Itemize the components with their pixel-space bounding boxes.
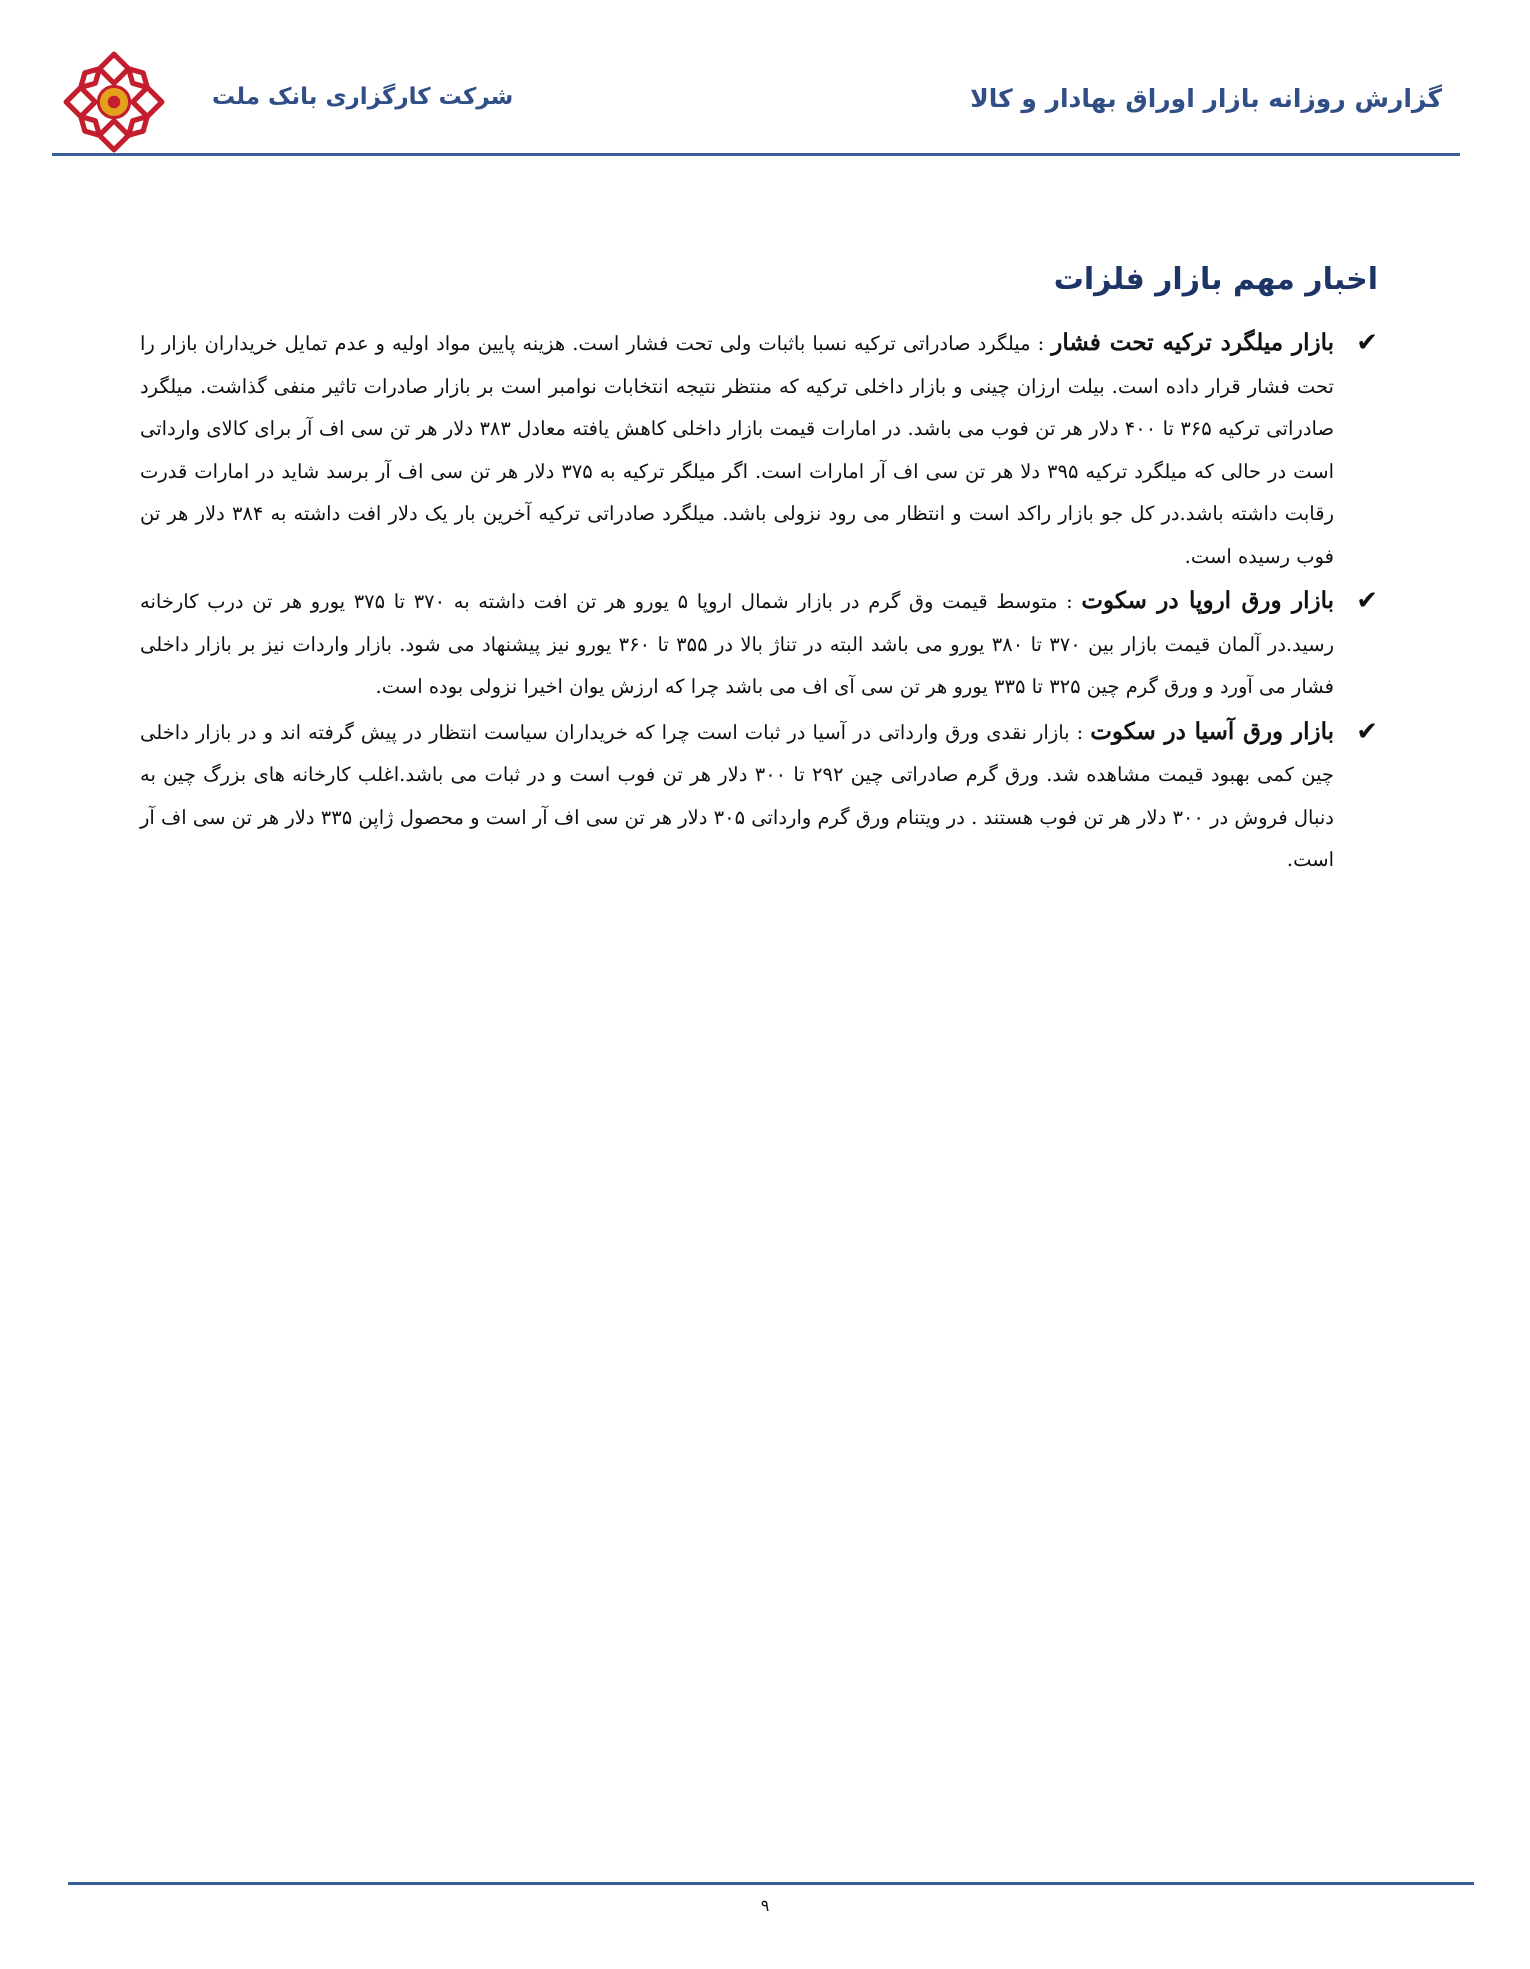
page-number: ۹ [760, 1896, 770, 1915]
news-item-title: بازار ورق اروپا در سکوت [1081, 587, 1334, 614]
news-item-title: بازار ورق آسیا در سکوت [1090, 717, 1334, 745]
company-name: شرکت کارگزاری بانک ملت [212, 84, 514, 110]
section-title: اخبار مهم بازار فلزات [1053, 262, 1378, 297]
news-item-turkey-rebar [140, 322, 1378, 578]
news-item-title: بازار میلگرد ترکیه تحت فشار [1051, 329, 1334, 356]
report-title: گزارش روزانه بازار اوراق بهادار و کالا [970, 84, 1442, 113]
news-item-europe-sheet [140, 580, 1378, 709]
checkmark-icon: ✔ [1356, 586, 1378, 616]
checkmark-icon: ✔ [1356, 328, 1378, 358]
checkmark-icon: ✔ [1356, 716, 1378, 747]
news-list [140, 322, 1378, 884]
news-item-asia-sheet [140, 711, 1378, 882]
news-item-body: : متوسط قیمت وق گرم در بازار شمال اروپا ۵ یورو هر تن افت داشته به ۳۷۰ تا ۳۷۵ یورو هر تن درب کارخانه رسید.در آلمان قیمت بازار بین ۳۷۰ تا ۳۸۰ یورو می باشد البته در تناژ بالا در ۳۵۵ تا ۳۶۰ یورو نیز پیشنهاد می شود. بازار واردات نیز بر بازار داخلی فشار می آورد و ورق گرم چین ۳۲۵ تا ۳۳۵ یورو هر تن سی آی اف می باشد چرا که ارزش یوان اخیرا نزولی بوده است. [140, 590, 1334, 698]
footer-divider [68, 1882, 1474, 1885]
bank-mellat-logo [62, 50, 166, 154]
header-divider [52, 153, 1460, 156]
news-item-body: : میلگرد صادراتی ترکیه نسبا باثبات ولی تحت فشار است. هزینه پایین مواد اولیه و عدم تمایل خریداران بازار را تحت فشار قرار داده است. بیلت ارزان چینی و بازار داخلی ترکیه که منتظر نتیجه انتخابات نوامبر است بر بازار صادرات تاثیر منفی گذاشت. میلگرد صادراتی ترکیه ۳۶۵ تا ۴۰۰ دلار هر تن فوب می باشد. در امارات قیمت بازار داخلی کاهش یافته معادل ۳۸۳ دلار هر تن سی اف آر برای کالای وارداتی است در حالی که میلگرد ترکیه ۳۹۵ دلا هر تن سی اف آر امارات است. اگر میلگر ترکیه به ۳۷۵ دلار هر تن سی اف آر برسد شاید در امارات قدرت رقابت داشته باشد.در کل جو بازار راکد است و انتظار می رود نزولی باشد. میلگرد صادراتی ترکیه آخرین بار یک دلار افت داشته به ۳۸۴ دلار هر تن فوب رسیده است. [140, 332, 1334, 568]
news-item-body: : بازار نقدی ورق وارداتی در آسیا در ثبات است چرا که خریداران سیاست انتظار در پیش گرفته اند و در بازار داخلی چین کمی بهبود قیمت مشاهده شد. ورق گرم صادراتی چین ۲۹۲ تا ۳۰۰ دلار هر تن فوب است و در ثبات می باشد.اغلب کارخانه های بزرگ چین به دنبال فروش در ۳۰۰ دلار هر تن فوب هستند . در ویتنام ورق گرم وارداتی ۳۰۵ دلار هر تن سی اف آر است و محصول ژاپن ۳۳۵ دلار هر تن سی اف آر است. [140, 720, 1334, 871]
